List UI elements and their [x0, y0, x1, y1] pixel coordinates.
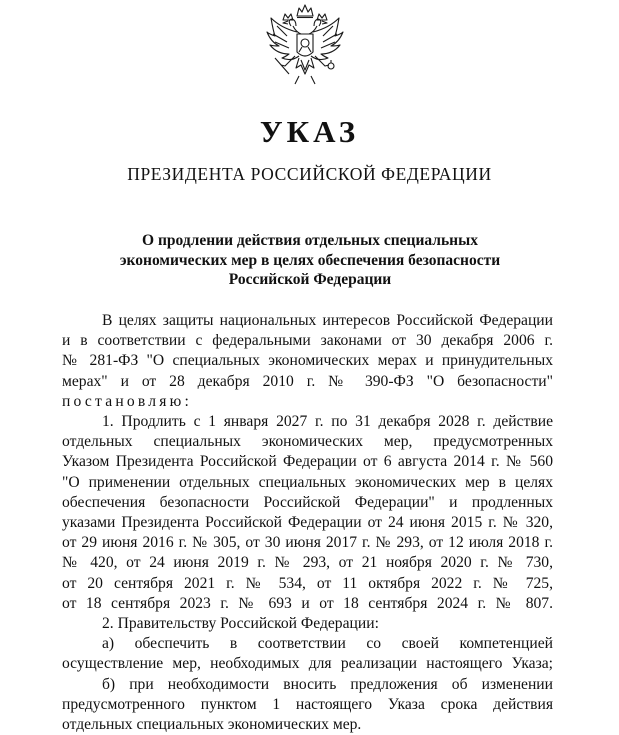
body-line: "О применении отдельных специальных экономических мер в целях	[62, 473, 553, 491]
body-line: и в соответствии с федеральными законами от 30 декабря 2006 г.	[62, 332, 553, 350]
body-line: отдельных специальных экономических мер.	[62, 716, 362, 733]
body-line: Указом Президента Российской Федерации от 6 августа 2014 г. № 560	[62, 453, 553, 471]
body-line: 2. Правительству Российской Федерации:	[102, 615, 379, 632]
body-line: от 20 сентября 2021 г. № 534, от 11 октября 2022 г. № 725,	[62, 574, 553, 592]
coat-of-arms-icon	[263, 2, 347, 90]
document-type-heading: УКАЗ	[259, 114, 360, 149]
title-line: Российской Федерации	[228, 271, 392, 288]
body-line: мерах" и от 28 декабря 2010 г. № 390-ФЗ "О безопасности"	[62, 372, 553, 390]
body-line: 1. Продлить с 1 января 2027 г. по 31 декабря 2028 г. действие	[102, 413, 553, 430]
title-line: экономических мер в целях обеспечения безопасности	[119, 251, 501, 269]
body-line: указами Президента Российской Федерации от 24 июня 2015 г. № 320,	[62, 514, 553, 531]
body-line: отдельных специальных экономических мер, предусмотренных	[62, 433, 553, 451]
title-line: О продлении действия отдельных специальных	[142, 232, 478, 249]
body-line: б) при необходимости вносить предложения об изменении	[102, 675, 553, 693]
body-line: а) обеспечить в соответствии со своей компетенцией	[102, 635, 553, 653]
body-line: № 281-ФЗ "О специальных экономических мерах и принудительных	[62, 352, 553, 370]
body-line: постановляю:	[62, 392, 193, 410]
body-line: осуществление мер, необходимых для реализации настоящего Указа;	[62, 655, 553, 673]
body-line: от 29 июня 2016 г. № 305, от 30 июня 2017 г. № 293, от 12 июля 2018 г.	[62, 534, 553, 552]
document-title	[60, 231, 560, 290]
body-line: В целях защиты национальных интересов Российской Федерации	[102, 312, 553, 329]
body-line: от 18 сентября 2023 г. № 693 и от 18 сентября 2024 г. № 807.	[62, 594, 553, 612]
body-line: предусмотренного пунктом 1 настоящего Указа срока действия	[62, 695, 553, 713]
body-line: № 420, от 24 июня 2019 г. № 293, от 21 ноября 2020 г. № 730,	[62, 554, 553, 572]
body-line: обеспечения безопасности Российской Федерации" и продленных	[62, 493, 553, 511]
issuer-heading: ПРЕЗИДЕНТА РОССИЙСКОЙ ФЕДЕРАЦИИ	[127, 164, 492, 184]
